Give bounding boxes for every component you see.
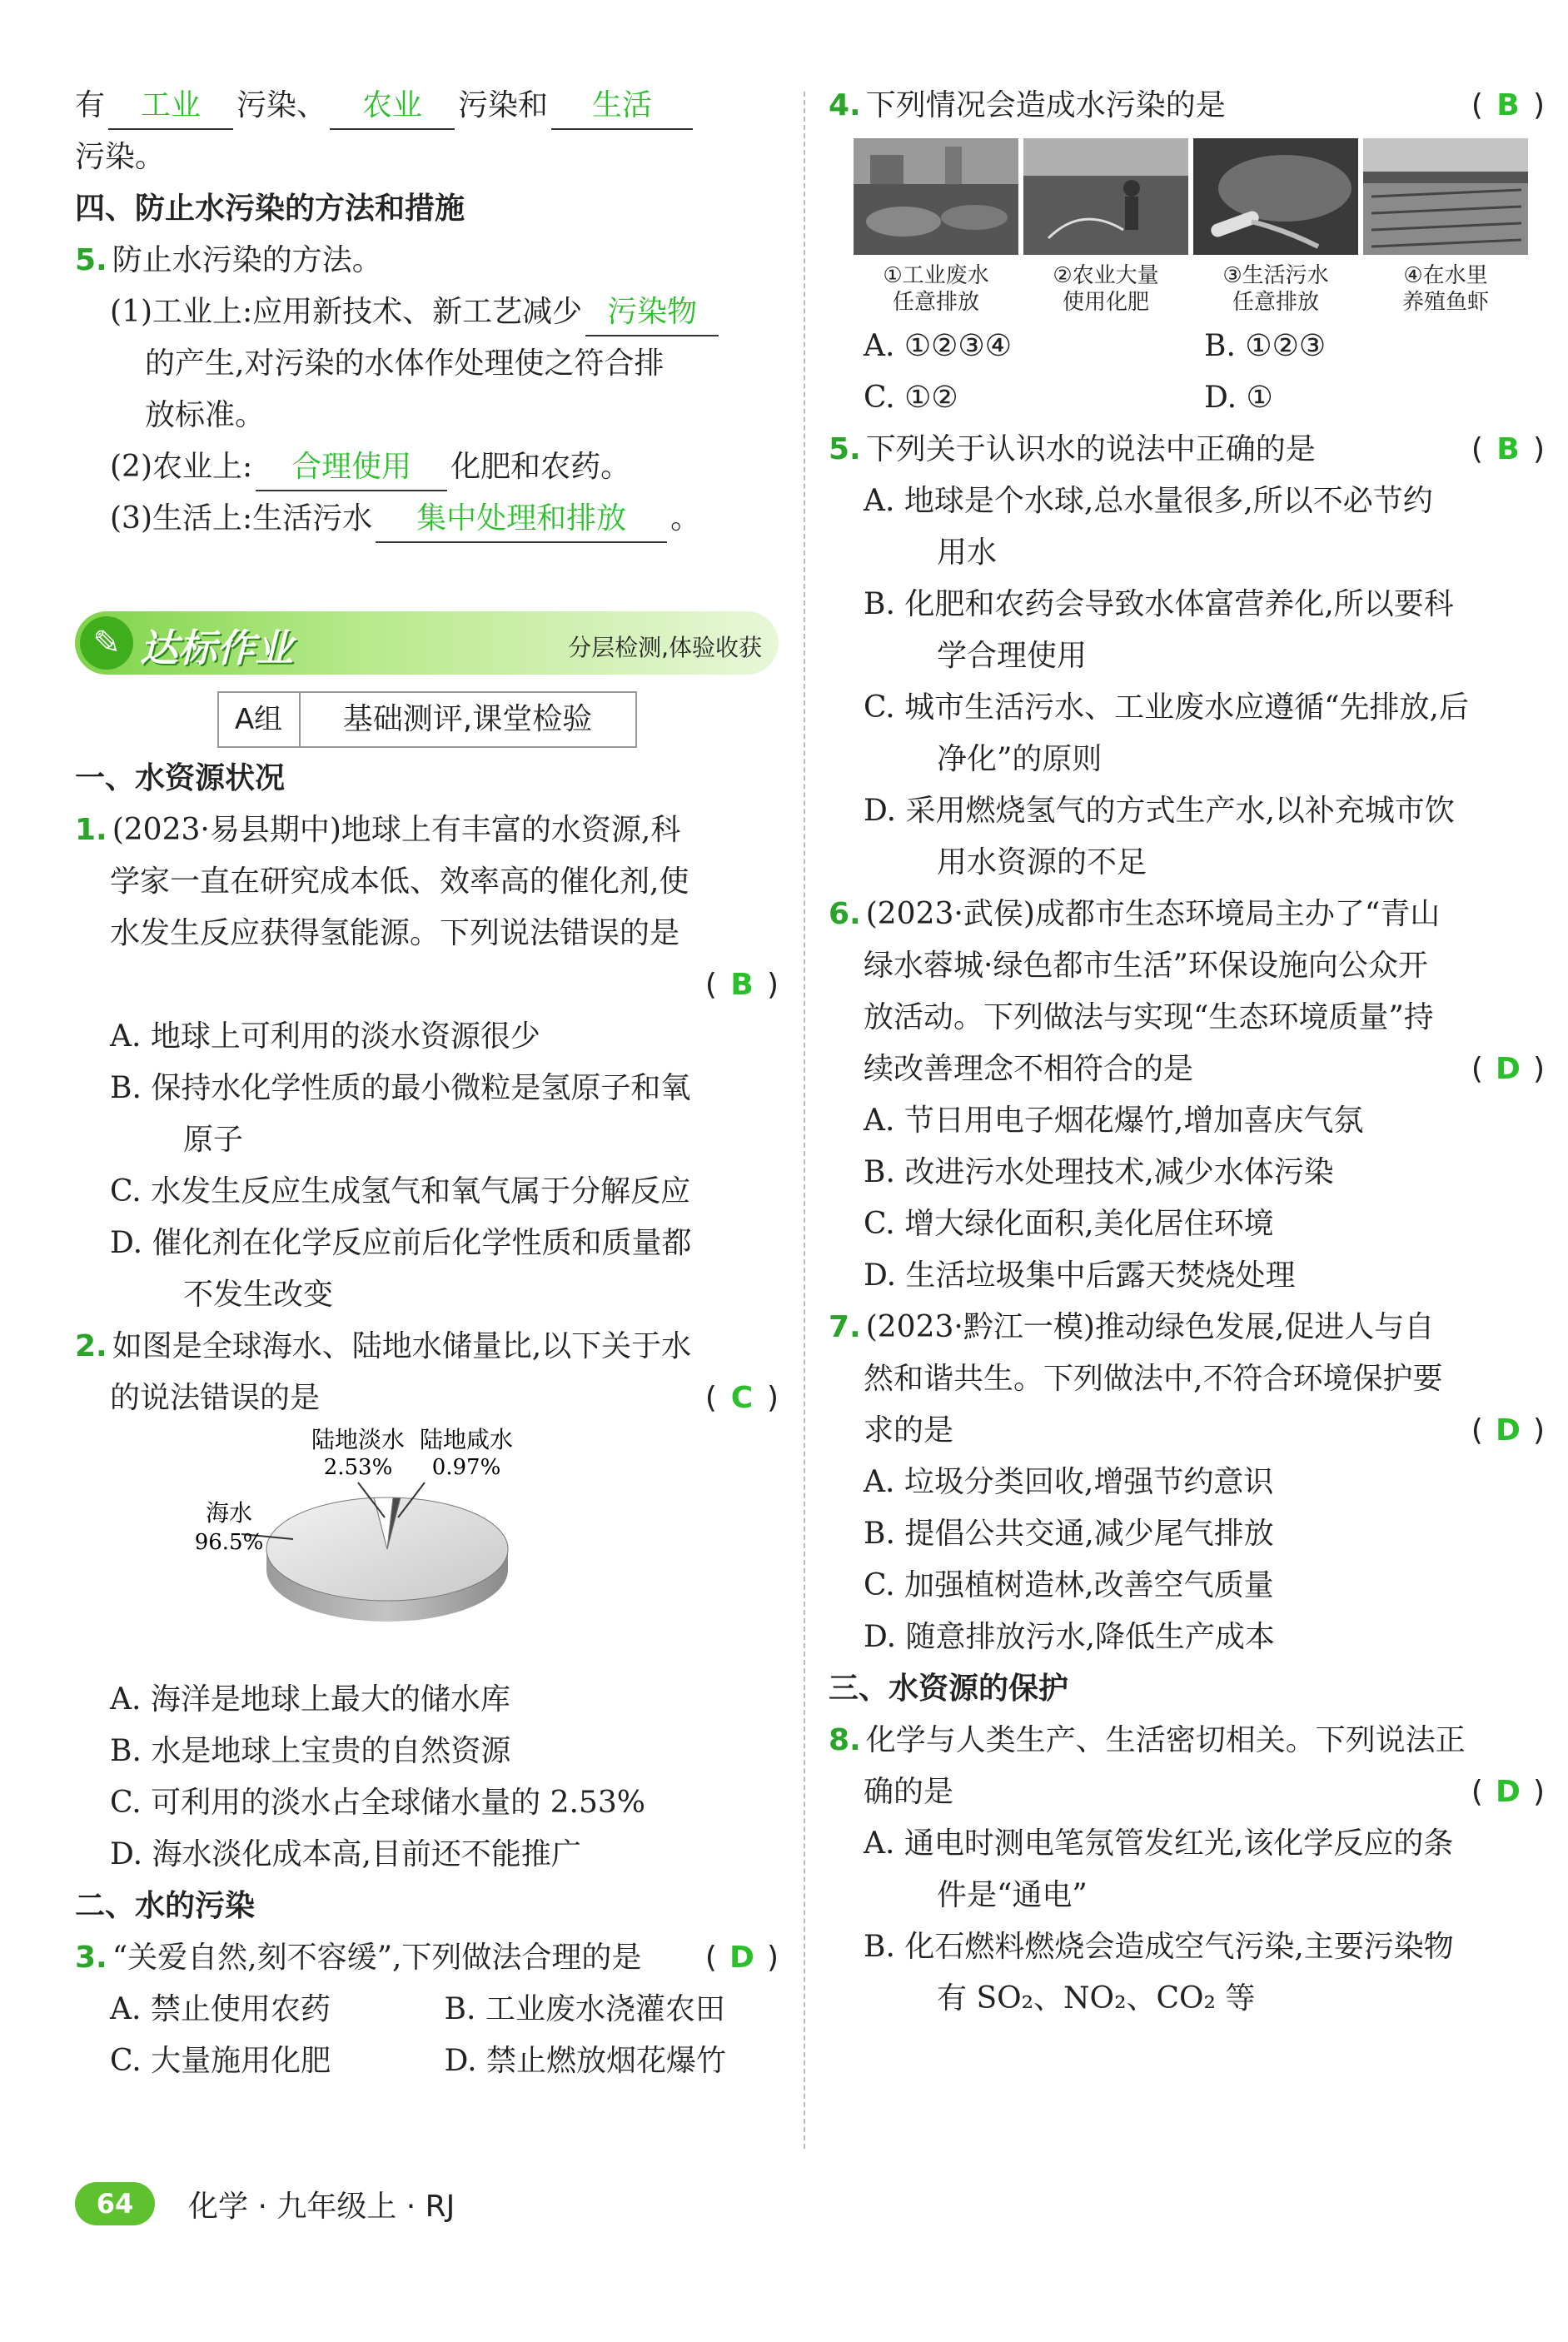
question-1: 1. (2023·易县期中)地球上有丰富的水资源,科 — [75, 813, 681, 847]
option: D. 采用燃烧氢气的方式生产水,以补充城市饮 — [864, 794, 1455, 828]
option: A. 禁止使用农药 — [110, 1992, 331, 2026]
option: B. 保持水化学性质的最小微粒是氢原子和氧 — [110, 1071, 691, 1105]
section-banner — [75, 611, 779, 675]
blank-pollutant: 污染物 — [585, 290, 719, 336]
blank-reasonable-use: 合理使用 — [256, 445, 447, 491]
answer-bracket: ( D ) — [1471, 1052, 1545, 1086]
option: B. 化石燃料燃烧会造成空气污染,主要污染物 — [864, 1930, 1454, 1964]
photo-image — [1023, 138, 1188, 255]
option: C. 加强植树造林,改善空气质量 — [864, 1568, 1274, 1602]
answer-bracket: ( D ) — [704, 1941, 779, 1975]
photo-fertilizer: ②农业大量 使用化肥 — [1023, 138, 1188, 316]
pen-icon: ✎ — [80, 616, 133, 670]
section-heading: 二、水的污染 — [75, 1889, 256, 1923]
option: C. 水发生反应生成氢气和氧气属于分解反应 — [110, 1174, 691, 1208]
option: B. 水是地球上宝贵的自然资源 — [110, 1734, 511, 1768]
photo-strip — [854, 138, 1545, 316]
banner-title: 达标作业 — [140, 625, 293, 670]
option: A. 通电时测电笔氖管发红光,该化学反应的条 — [864, 1826, 1454, 1861]
section-heading: 三、水资源的保护 — [829, 1672, 1069, 1706]
option: A. ①②③④ — [864, 329, 1012, 363]
question-2: 2. 如图是全球海水、陆地水储量比,以下关于水 — [75, 1329, 692, 1363]
option: C. 可利用的淡水占全球储水量的 2.53% — [110, 1786, 645, 1820]
group-label-box: A组 基础测评,课堂检验 — [217, 691, 637, 748]
option: C. 增大绿化面积,美化居住环境 — [864, 1207, 1274, 1241]
blank-industry: 工业 — [108, 83, 233, 130]
label-fresh-name: 陆地淡水 — [311, 1426, 406, 1453]
photo-image — [1193, 138, 1358, 255]
photo-fish-farming: ④在水里 养殖鱼虾 — [1363, 138, 1528, 316]
answer-bracket: ( C ) — [704, 1381, 779, 1415]
label-salt-name: 陆地咸水 — [419, 1426, 514, 1453]
option: B. 化肥和农药会导致水体富营养化,所以要科 — [864, 587, 1454, 621]
blank-life: 生活 — [551, 83, 693, 130]
label-seawater-name: 海水 — [205, 1499, 253, 1527]
question-5-right: 5. 下列关于认识水的说法中正确的是 ( B ) — [829, 424, 1545, 476]
answer-bracket: ( B ) — [1471, 88, 1545, 122]
option: C. ①② — [864, 381, 958, 415]
answer-bracket: ( D ) — [1471, 1775, 1545, 1809]
photo-sewage: ③生活污水 任意排放 — [1193, 138, 1358, 316]
photo-image — [1363, 138, 1528, 255]
answer-bracket: ( D ) — [1471, 1413, 1545, 1448]
option: A. 垃圾分类回收,增强节约意识 — [864, 1465, 1274, 1499]
option: D. 随意排放污水,降低生产成本 — [864, 1620, 1275, 1654]
option: D. 海水淡化成本高,目前还不能推广 — [110, 1837, 581, 1871]
option: A. 节日用电子烟花爆竹,增加喜庆气氛 — [864, 1104, 1364, 1138]
intro-line-2: 污染。 — [75, 140, 166, 174]
page-number: 64 — [75, 2182, 155, 2225]
option: A. 海洋是地球上最大的储水库 — [110, 1682, 510, 1717]
photo-image — [854, 138, 1018, 255]
left-column: 有 工业 污染、 农业 污染和 生活 污染。 四、防止水污染的方法和措施 5. 防止水污染的方法。 (1)工业上:应用新技术、新工艺减少 污染物 的产生,对污染的水体作处理使之符合排 放标准。 (2)农业上: 合理使用 化肥和农药。 (3)生活上:生活污水 集中处理和排放 。 ✎ 达标作业 分层检测,体验收获 A组 基础测评,课堂检验 一、水资源状况 1. (2023·易县期中)地球上有丰富的水资源,科 学家一直在研究成本低、效率高的催化剂,使 水发生反应获得氢能源。下列说法错误的是 ( B ) A. 地球上可利用的淡水资源很少 B. 保持水化学性质的最小微粒是氢原子和氧 原子 C. 水发生反应生成氢气和氧气属于分解反应 D. 催化剂在化学反应前后化学性质和质量都 不发生改变 2. 如图是全球海水、陆地水储量比,以下关于水 的说法错误的是 ( C ) 海水 96.5% 陆地淡水 2.53% 陆地咸水 0.97% A. 海洋是地球上最大的储水库 B. 水是地球上宝贵的自然资源 C. 可利用的淡水占全球储水量的 2.53% D. 海水淡化成本高,目前还不能推广 二、水的污染 3. “关爱自然,刻不容缓”,下列做法合理的是 ( D ) A. 禁止使用农药 B. 工业废水浇灌农田 C. 大量施用化肥 D. 禁止燃放烟花爆竹 — [75, 80, 779, 2087]
label-fresh-value: 2.53% — [323, 1455, 393, 1480]
intro-line: 有 工业 污染、 农业 污染和 生活 — [75, 80, 779, 132]
right-column: 4. 下列情况会造成水污染的是 ( B ) ①工业废水 任意排放 ②农业大量 使用化肥 ③生活污水 任意排放 ④在水里 养殖鱼虾 A. ①②③④ B. ①②③ C. ①② D. ① 5. 下列关于认识水的说法中正确的是 ( B ) A. 地球是个水球,总水量很多,所以不必节约 用水 B. 化肥和农药会导致水体富营养化,所以要科 学合理使用 C. 城市生活污水、工业废水应遵循“先排放,后 净化”的原则 D. 采用燃烧氢气的方式生产水,以补充城市饮 用水资源的不足 6. (2023·武侯)成都市生态环境局主办了“青山 绿水蓉城·绿色都市生活”环保设施向公众开 放活动。下列做法与实现“生态环境质量”持 续改善理念不相符合的是 ( D ) A. 节日用电子烟花爆竹,增加喜庆气氛 B. 改进污水处理技术,减少水体污染 C. 增大绿化面积,美化居住环境 D. 生活垃圾集中后露天焚烧处理 7. (2023·黔江一模)推动绿色发展,促进人与自 然和谐共生。下列做法中,不符合环境保护要 求的是 ( D ) A. 垃圾分类回收,增强节约意识 B. 提倡公共交通,减少尾气排放 C. 加强植树造林,改善空气质量 D. 随意排放污水,降低生产成本 三、水资源的保护 8. 化学与人类生产、生活密切相关。下列说法正 确的是 ( D ) A. 通电时测电笔氖管发红光,该化学反应的条 件是“通电” B. 化石燃料燃烧会造成空气污染,主要污染物 有 SO₂、NO₂、CO₂ 等 — [829, 80, 1545, 2025]
pie-slices — [266, 1497, 508, 1601]
option: D. 生活垃圾集中后露天焚烧处理 — [864, 1258, 1296, 1293]
question-8: 8. 化学与人类生产、生活密切相关。下列说法正 — [829, 1723, 1466, 1757]
question-7: 7. (2023·黔江一模)推动绿色发展,促进人与自 — [829, 1310, 1435, 1344]
option: B. 提倡公共交通,减少尾气排放 — [864, 1517, 1274, 1551]
option: B. 改进污水处理技术,减少水体污染 — [864, 1155, 1334, 1189]
column-divider — [804, 92, 805, 2149]
blank-centralized: 集中处理和排放 — [376, 496, 667, 543]
blank-agriculture: 农业 — [330, 83, 455, 130]
water-pie-chart — [75, 1424, 779, 1674]
question-4: 4. 下列情况会造成水污染的是 ( B ) — [829, 80, 1545, 132]
section-heading: 一、水资源状况 — [75, 761, 286, 795]
photo-industrial-waste: ①工业废水 任意排放 — [854, 138, 1018, 316]
option: B. ①②③ — [1204, 329, 1327, 363]
question-6: 6. (2023·武侯)成都市生态环境局主办了“青山 — [829, 897, 1441, 931]
answer-bracket: ( B ) — [1471, 432, 1545, 466]
section-heading: 四、防止水污染的方法和措施 — [75, 192, 465, 226]
option: C. 城市生活污水、工业废水应遵循“先排放,后 — [864, 690, 1469, 725]
option: A. 地球是个水球,总水量很多,所以不必节约 — [864, 484, 1433, 518]
question-5: 5. 防止水污染的方法。 — [75, 243, 382, 277]
label-seawater-value: 96.5% — [194, 1530, 264, 1555]
option: A. 地球上可利用的淡水资源很少 — [110, 1019, 540, 1054]
footer-text: 化学 · 九年级上 · RJ — [188, 2189, 455, 2224]
option: B. 工业废水浇灌农田 — [444, 1992, 725, 2026]
option: C. 大量施用化肥 — [110, 2044, 331, 2078]
answer-bracket: ( B ) — [704, 968, 779, 1002]
page-footer — [75, 2182, 455, 2225]
question-3: 3. “关爱自然,刻不容缓”,下列做法合理的是 ( D ) — [75, 1932, 779, 1984]
banner-subtitle: 分层检测,体验收获 — [568, 634, 762, 661]
pie-chart-svg — [75, 1424, 779, 1674]
option: D. 禁止燃放烟花爆竹 — [444, 2044, 726, 2078]
label-salt-value: 0.97% — [431, 1455, 501, 1480]
option: D. ① — [1204, 381, 1273, 415]
option: D. 催化剂在化学反应前后化学性质和质量都 — [110, 1226, 692, 1260]
